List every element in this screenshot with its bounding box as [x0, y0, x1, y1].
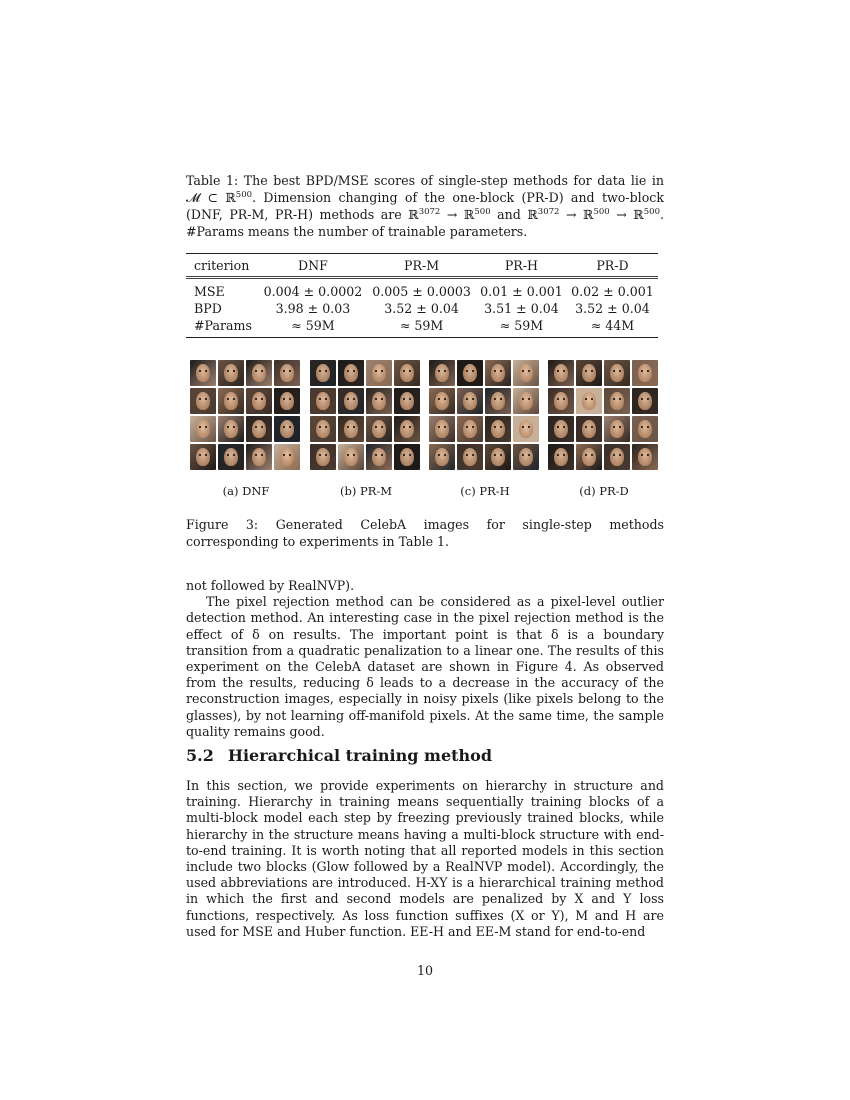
face-thumbnail	[548, 444, 574, 470]
section-title: Hierarchical training method	[227, 746, 493, 765]
face-thumbnail	[457, 388, 483, 414]
face-thumbnail	[218, 360, 244, 386]
face-thumbnail	[338, 444, 364, 470]
face-thumbnail	[394, 360, 420, 386]
face-thumbnail	[394, 416, 420, 442]
face-thumbnail	[457, 416, 483, 442]
table-header-row	[186, 254, 658, 278]
face-thumbnail	[246, 388, 272, 414]
caption-sup: 3072	[537, 207, 560, 217]
caption-sup: 500	[593, 207, 610, 217]
figure-caption-line-1: Figure 3: Generated CelebA images for single-step methods corresponding to	[186, 517, 664, 549]
caption-line-3d: → ℝ	[559, 207, 594, 222]
caption-sup: 500	[474, 207, 491, 217]
face-thumbnail	[576, 388, 602, 414]
face-thumbnail	[548, 416, 574, 442]
subcaption-b: (b) PR-M	[339, 484, 393, 498]
caption-sup: 500	[643, 207, 660, 217]
face-grid-dnf	[190, 360, 302, 474]
face-thumbnail	[548, 360, 574, 386]
face-thumbnail	[429, 444, 455, 470]
face-thumbnail	[218, 416, 244, 442]
table-cell: 0.005 ± 0.0003	[372, 284, 471, 299]
face-thumbnail	[576, 444, 602, 470]
face-thumbnail	[604, 444, 630, 470]
face-thumbnail	[632, 444, 658, 470]
face-thumbnail	[218, 444, 244, 470]
face-thumbnail	[429, 360, 455, 386]
caption-line-2: . Dimension changing of the one-block (PR-D) and two-block (DNF,	[186, 190, 664, 222]
table-row	[186, 317, 658, 338]
face-thumbnail	[190, 360, 216, 386]
table-cell: ≈ 59M	[399, 318, 444, 333]
face-thumbnail	[338, 360, 364, 386]
caption-sup: 500	[235, 190, 253, 200]
table-cell: 3.98 ± 0.03	[275, 301, 351, 316]
table-cell: 0.004 ± 0.0002	[263, 284, 363, 299]
table-caption	[186, 172, 664, 240]
caption-line-4: means the number of trainable parameters.	[247, 224, 528, 239]
subcaption-a: (a) DNF	[222, 484, 270, 498]
caption-line-3e: → ℝ	[609, 207, 644, 222]
face-thumbnail	[513, 444, 539, 470]
face-thumbnail	[218, 388, 244, 414]
face-thumbnail	[632, 416, 658, 442]
face-thumbnail	[604, 360, 630, 386]
face-thumbnail	[513, 416, 539, 442]
caption-manifold: 𝓜 ⊂ ℝ	[186, 190, 236, 205]
table-row	[186, 300, 658, 317]
header-pr-h: PR-H	[504, 257, 539, 273]
face-thumbnail	[190, 444, 216, 470]
section-number: 5.2	[186, 746, 214, 765]
face-thumbnail	[394, 388, 420, 414]
header-pr-d: PR-D	[596, 257, 629, 273]
subcaption-c: (c) PR-H	[460, 484, 510, 498]
face-thumbnail	[274, 444, 300, 470]
face-thumbnail	[246, 360, 272, 386]
face-thumbnail	[604, 416, 630, 442]
face-thumbnail	[485, 444, 511, 470]
table-cell: 3.52 ± 0.04	[384, 301, 459, 316]
face-thumbnail	[429, 416, 455, 442]
face-thumbnail	[366, 388, 392, 414]
face-thumbnail	[485, 416, 511, 442]
face-thumbnail	[513, 388, 539, 414]
face-thumbnail	[190, 416, 216, 442]
face-thumbnail	[429, 388, 455, 414]
results-table	[186, 253, 658, 338]
paragraph-continuation: not followed by RealNVP).	[186, 578, 355, 593]
face-grid-pr-m	[310, 360, 422, 474]
face-thumbnail	[457, 444, 483, 470]
table-cell: 3.52 ± 0.04	[575, 301, 650, 316]
table-cell: ≈ 44M	[590, 318, 635, 333]
row-label: #Params	[194, 318, 252, 333]
table-cell: 3.51 ± 0.04	[484, 301, 559, 316]
face-thumbnail	[366, 444, 392, 470]
face-grid-pr-h	[429, 360, 541, 474]
caption-line-3a: PR-M, PR-H) methods are ℝ	[229, 207, 419, 222]
face-thumbnail	[366, 360, 392, 386]
face-thumbnail	[485, 388, 511, 414]
face-thumbnail	[338, 416, 364, 442]
caption-line-3f: . #Params	[186, 207, 665, 239]
caption-sup: 3072	[418, 207, 441, 217]
paragraph-hierarchical: In this section, we provide experiments on hierarchy in structure and training. Hierarchy in training means sequentially training blocks of a multi-block model each step by freezing previously trained blocks, while hierarchy in the structure means having a multi-block structure with end-to-end training. It is worth noting that all reported models in this section include two blocks (Glow followed by a RealNVP model). Accordingly, the used abbreviations are introduced. H-XY is a hierarchical training method in which the first and second models are penalized by X and Y loss functions, respectively. As loss function suffixes (X or Y), M and H are used for MSE and Huber function. EE-H and EE-M stand for end-to-end	[186, 778, 664, 939]
header-pr-m: PR-M	[404, 257, 440, 273]
face-thumbnail	[274, 360, 300, 386]
face-thumbnail	[576, 360, 602, 386]
header-dnf: DNF	[297, 257, 328, 273]
face-thumbnail	[457, 360, 483, 386]
figure-caption-line-2: experiments in Table 1.	[299, 534, 450, 549]
face-thumbnail	[632, 360, 658, 386]
face-thumbnail	[310, 416, 336, 442]
face-grid-pr-d	[548, 360, 660, 474]
header-criterion: criterion	[194, 257, 250, 273]
face-thumbnail	[485, 360, 511, 386]
face-thumbnail	[513, 360, 539, 386]
caption-line-1: Table 1: The best BPD/MSE scores of single-step methods for data lie in	[186, 173, 664, 188]
face-thumbnail	[338, 388, 364, 414]
face-thumbnail	[394, 444, 420, 470]
table-cell: 0.01 ± 0.001	[480, 284, 563, 299]
face-thumbnail	[576, 416, 602, 442]
face-thumbnail	[274, 388, 300, 414]
body-text	[186, 578, 664, 740]
face-thumbnail	[632, 388, 658, 414]
row-label: BPD	[194, 301, 222, 316]
table-row	[186, 278, 658, 301]
figure-3	[186, 360, 664, 540]
figure-caption	[186, 516, 664, 550]
table-cell: ≈ 59M	[499, 318, 544, 333]
face-thumbnail	[366, 416, 392, 442]
face-thumbnail	[246, 444, 272, 470]
face-thumbnail	[310, 360, 336, 386]
face-thumbnail	[310, 444, 336, 470]
caption-line-3c: and ℝ	[490, 207, 538, 222]
paragraph-pixel-rejection: The pixel rejection method can be considered as a pixel-level outlier detection method. An interesting case in the pixel rejection method is the effect of δ on results. The important point is that δ is a boundary transition from a quadratic penalization to a linear one. The results of this experiment on the CelebA dataset are shown in Figure 4. As observed from the results, reducing δ leads to a decrease in the accuracy of the reconstruction images, especially in noisy pixels (like pixels belong to the glasses), by not learning off-manifold pixels. At the same time, the sample quality remains good.	[186, 594, 664, 739]
face-thumbnail	[274, 416, 300, 442]
table-cell: 0.02 ± 0.001	[571, 284, 654, 299]
face-thumbnail	[246, 416, 272, 442]
caption-line-3b: → ℝ	[440, 207, 475, 222]
page-number: 10	[416, 963, 434, 978]
table-caption-text	[186, 172, 664, 240]
row-label: MSE	[194, 284, 225, 299]
face-thumbnail	[604, 388, 630, 414]
face-thumbnail	[548, 388, 574, 414]
subcaption-d: (d) PR-D	[579, 484, 629, 498]
section-heading	[186, 746, 492, 765]
table-cell: ≈ 59M	[291, 318, 335, 333]
face-thumbnail	[190, 388, 216, 414]
body-text-section	[186, 778, 664, 940]
face-thumbnail	[310, 388, 336, 414]
